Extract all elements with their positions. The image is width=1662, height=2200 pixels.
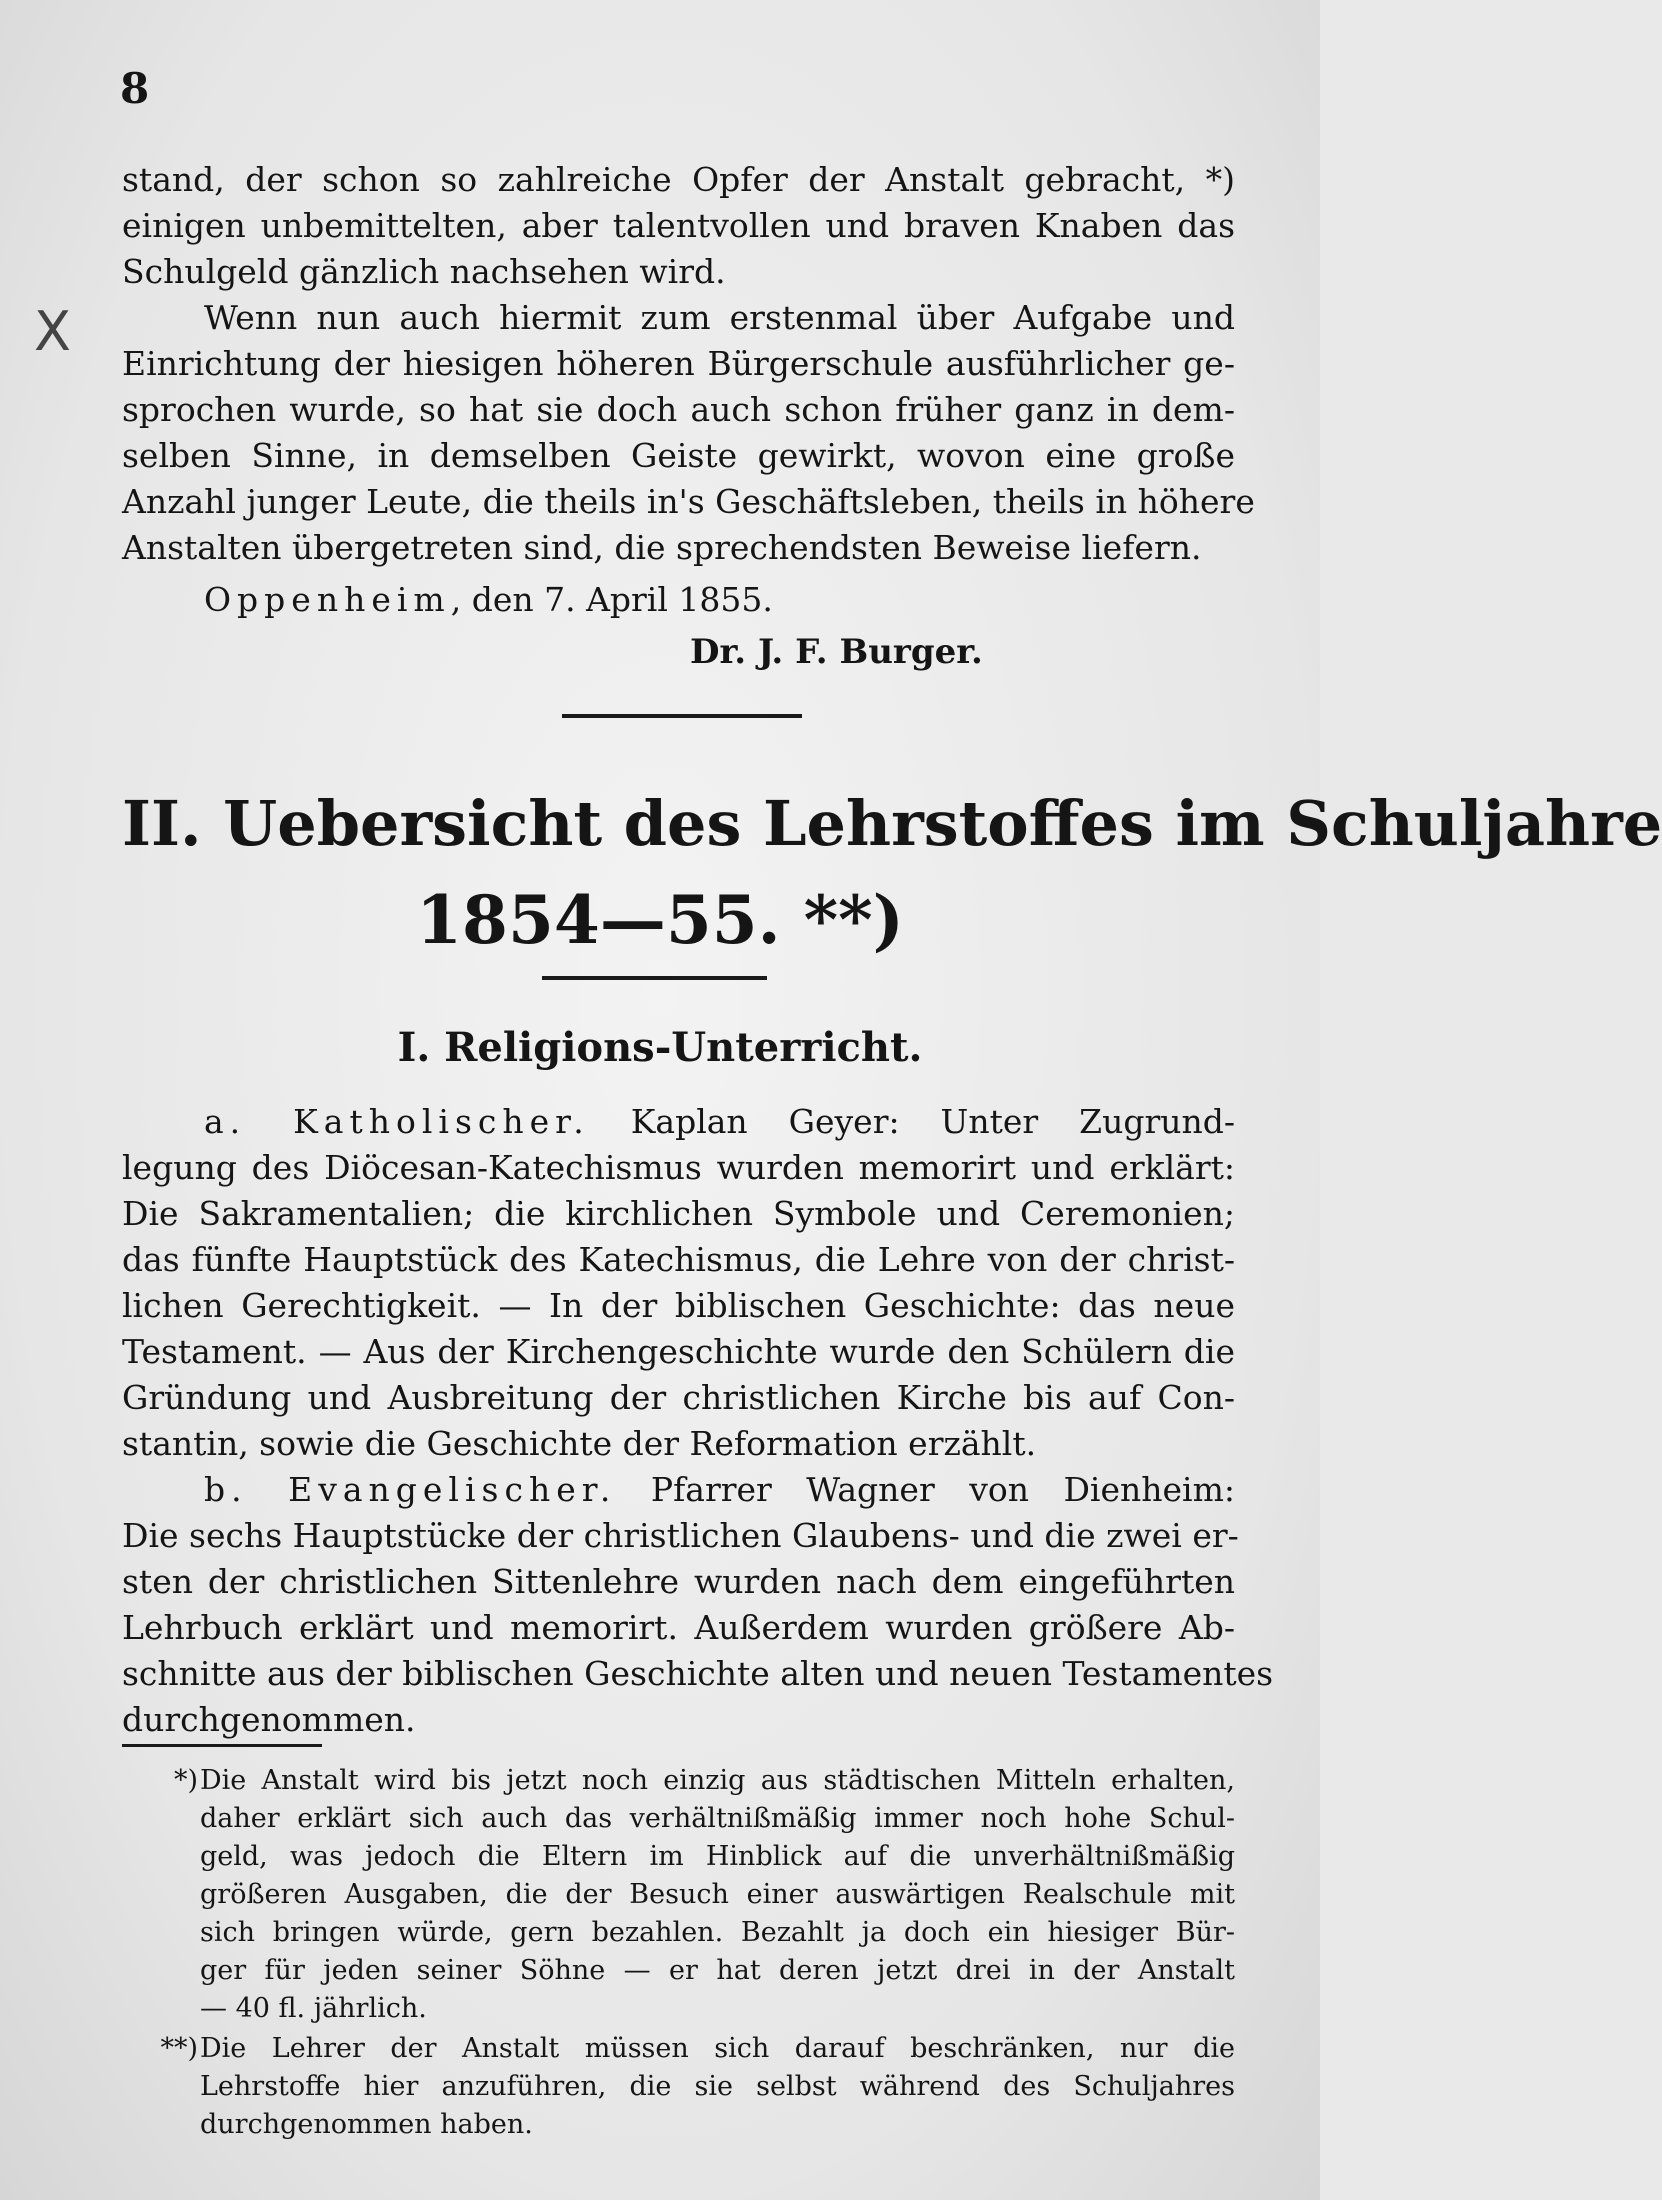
margin-pencil-mark: X	[34, 300, 71, 363]
intro-line: Anstalten übergetreten sind, die sprechendsten Beweise liefern.	[122, 528, 1202, 567]
intro-line: stand, der schon so zahlreiche Opfer der Anstalt gebracht, *)	[122, 160, 1235, 199]
body-line: legung des Diöcesan-Katechismus wurden memorirt und erklärt:	[122, 1148, 1235, 1187]
intro-line: Schulgeld gänzlich nachsehen wird.	[122, 252, 726, 291]
body-line: durchgenommen.	[122, 1700, 416, 1739]
place-date-line	[204, 578, 1235, 622]
body-line: Lehrbuch erklärt und memorirt. Außerdem wurden größere Ab-	[122, 1608, 1235, 1647]
footnote-line: geld, was jedoch die Eltern im Hinblick auf die unverhältnißmäßig	[200, 1841, 1235, 1872]
body-line: Die sechs Hauptstücke der christlichen Glaubens- und die zwei er-	[122, 1516, 1239, 1555]
footnote-line: Die Anstalt wird bis jetzt noch einzig aus städtischen Mitteln erhalten,	[200, 1765, 1235, 1796]
date: , den 7. April 1855.	[450, 580, 773, 619]
body-line: stantin, sowie die Geschichte der Reformation erzählt.	[122, 1424, 1037, 1463]
body-line: das fünfte Hauptstück des Katechismus, die Lehre von der christ-	[122, 1240, 1235, 1279]
divider-rule	[542, 976, 767, 980]
footnote-line: Lehrstoffe hier anzuführen, die sie selbst während des Schuljahres	[200, 2071, 1235, 2102]
intro-line: Anzahl junger Leute, die theils in's Geschäftsleben, theils in höhere	[122, 482, 1255, 521]
footnote-line: daher erklärt sich auch das verhältnißmäßig immer noch hohe Schul-	[200, 1803, 1235, 1834]
intro-line: selben Sinne, in demselben Geiste gewirkt, wovon eine große	[122, 436, 1235, 475]
catholic-label: a. Katholischer.	[204, 1102, 590, 1141]
intro-line: sprochen wurde, so hat sie doch auch schon früher ganz in dem-	[122, 390, 1235, 429]
footnote-line: durchgenommen haben.	[200, 2109, 533, 2140]
body-line	[204, 1468, 1235, 1512]
body-line: Testament. — Aus der Kirchengeschichte wurde den Schülern die	[122, 1332, 1235, 1371]
section-title-years: 1854—55. **)	[416, 881, 904, 959]
section-title: II. Uebersicht des Lehrstoffes im Schuljahre	[122, 787, 1662, 860]
footnote-line: größeren Ausgaben, die der Besuch einer auswärtigen Realschule mit	[200, 1879, 1235, 1910]
body-line: lichen Gerechtigkeit. — In der biblischen Geschichte: das neue	[122, 1286, 1235, 1325]
body-line	[204, 1100, 1235, 1144]
divider-rule	[562, 714, 802, 718]
intro-line: einigen unbemittelten, aber talentvollen und braven Knaben das	[122, 206, 1235, 245]
subsection-title: I. Religions-Unterricht.	[397, 1024, 923, 1071]
footnote-line: sich bringen würde, gern bezahlen. Bezahlt ja doch ein hiesiger Bür-	[200, 1917, 1235, 1948]
footnote-line: ger für jeden seiner Söhne — er hat deren jetzt drei in der Anstalt	[200, 1955, 1235, 1986]
body-line: schnitte aus der biblischen Geschichte alten und neuen Testamentes	[122, 1654, 1274, 1693]
intro-line: Einrichtung der hiesigen höheren Bürgerschule ausführlicher ge-	[122, 344, 1235, 383]
evangelical-teacher: Pfarrer Wagner von Dienheim:	[650, 1470, 1235, 1509]
catholic-teacher: Kaplan Geyer: Unter Zugrund-	[630, 1102, 1236, 1141]
footnote-rule	[122, 1744, 322, 1747]
footnote-line: — 40 fl. jährlich.	[200, 1993, 427, 2024]
footnote-mark: *)	[173, 1765, 198, 1796]
footnote-mark: **)	[160, 2033, 198, 2064]
intro-line: Wenn nun auch hiermit zum erstenmal über Aufgabe und	[204, 298, 1235, 337]
footnote-line: Die Lehrer der Anstalt müssen sich darauf beschränken, nur die	[200, 2033, 1235, 2064]
body-line: sten der christlichen Sittenlehre wurden nach dem eingeführten	[122, 1562, 1235, 1601]
body-line: Gründung und Ausbreitung der christlichen Kirche bis auf Con-	[122, 1378, 1235, 1417]
page-number: 8	[120, 64, 150, 113]
place-name: Oppenheim	[204, 580, 451, 619]
signature: Dr. J. F. Burger.	[690, 632, 983, 672]
body-line: Die Sakramentalien; die kirchlichen Symbole und Ceremonien;	[122, 1194, 1235, 1233]
evangelical-label: b. Evangelischer.	[204, 1470, 617, 1509]
